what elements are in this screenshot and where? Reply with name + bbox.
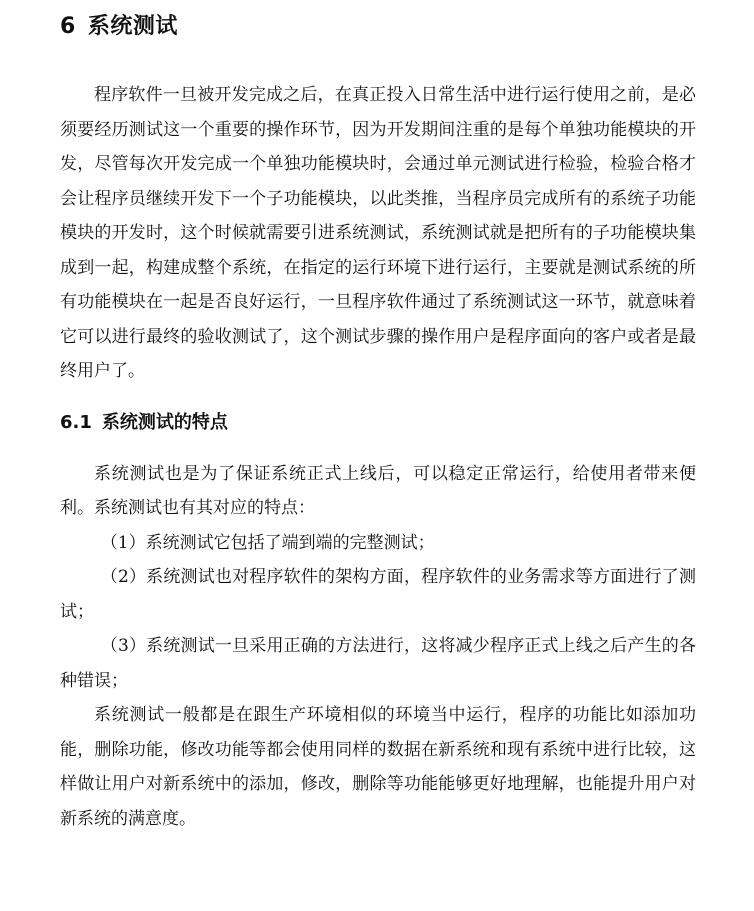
feature-list-item: （2）系统测试也对程序软件的架构方面，程序软件的业务需求等方面进行了测试； (60, 567, 696, 622)
chapter-number: 6 (60, 14, 76, 39)
section-title: 系统测试的特点 (101, 411, 228, 433)
intro-paragraph: 程序软件一旦被开发完成之后，在真正投入日常生活中进行运行使用之前，是必须要经历测试这一个重要的操作环节，因为开发期间注重的是每个单独功能模块的开发，尽管每次开发完成一个单独功能模块时，会通过单元测试进行检验，检验合格才会让程序员继续开发下一个子功能模块，以此类推，当程序员完成所有的系统子功能模块的开发时，这个时候就需要引进系统测试，系统测试就是把所有的子功能模块集成到一起，构建成整个系统，在指定的运行环境下进行运行，主要就是测试系统的所有功能模块在一起是否良好运行，一旦程序软件通过了系统测试这一环节，就意味着它可以进行最终的验收测试了，这个测试步骤的操作用户是程序面向的客户或者是最终用户了。 (60, 85, 696, 381)
section-heading (60, 409, 696, 437)
chapter-title: 系统测试 (87, 14, 178, 39)
feature-list-item: （1）系统测试它包括了端到端的完整测试； (100, 532, 435, 553)
section-closing-paragraph: 系统测试一般都是在跟生产环境相似的环境当中运行，程序的功能比如添加功能，删除功能，修改功能等都会使用同样的数据在新系统和现有系统中进行比较，这样做让用户对新系统中的添加，修改，删除等功能能够更好地理解，也能提升用户对新系统的满意度。 (60, 705, 696, 829)
section-lead-paragraph: 系统测试也是为了保证系统正式上线后，可以稳定正常运行，给使用者带来便利。系统测试也有其对应的特点： (60, 463, 696, 518)
feature-list-item: （3）系统测试一旦采用正确的方法进行，这将减少程序正式上线之后产生的各种错误； (60, 636, 696, 691)
chapter-heading (60, 12, 696, 42)
section-number: 6.1 (60, 411, 92, 433)
